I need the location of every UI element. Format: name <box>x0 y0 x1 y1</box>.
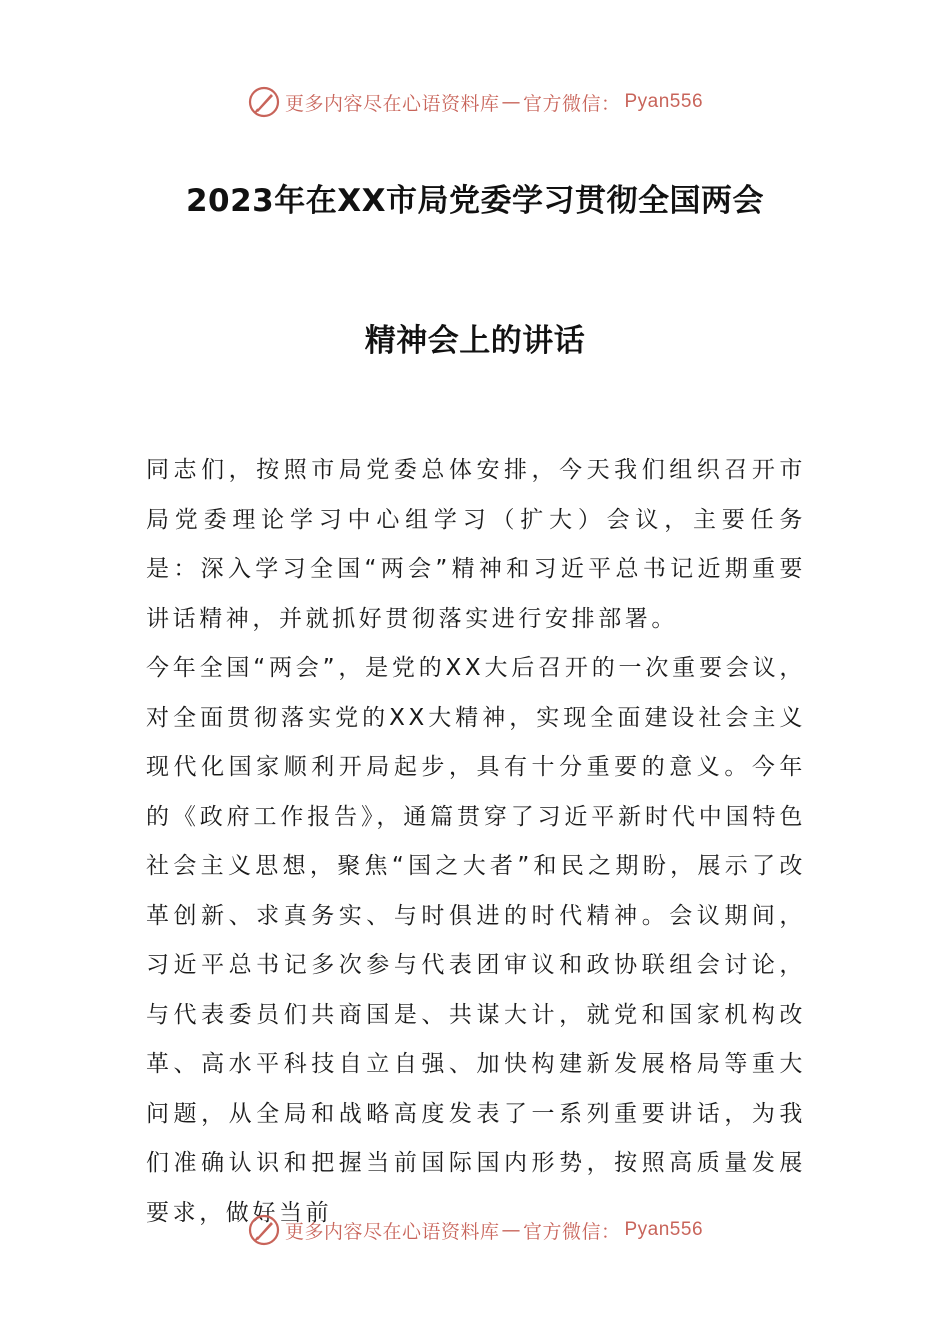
document-title-line-1: 2023年在XX市局党委学习贯彻全国两会 <box>185 183 765 219</box>
footer-watermark <box>0 1210 950 1250</box>
quill-logo-icon <box>247 1213 281 1247</box>
document-title-line-2: 精神会上的讲话 <box>364 323 586 359</box>
watermark-main-text: 更多内容尽在心语资料库 <box>284 1220 500 1243</box>
watermark-dash: — <box>501 91 521 113</box>
watermark-wechat-id: Pyan556 <box>624 1219 704 1240</box>
watermark-main-text: 更多内容尽在心语资料库 <box>284 92 500 115</box>
paragraph: 今年全国“两会”，是党的XX大后召开的一次重要会议，对全面贯彻落实党的XX大精神，实现全面建设社会主义现代化国家顺利开局起步，具有十分重要的意义。今年的《政府工作报告》，通篇贯穿了习近平新时代中国特色社会主义思想，聚焦“国之大者”和民之期盼，展示了改革创新、求真务实、与时俱进的时代精神。会议期间，习近平总书记多次参与代表团审议和政协联组会讨论，与代表委员们共商国是、共谋大计，就党和国家机构改革、高水平科技自立自强、加快构建新发展格局等重大问题，从全局和战略高度发表了一系列重要讲话，为我们准确认识和把握当前国际国内形势，按照高质量发展要求，做好当前 <box>146 655 806 1226</box>
watermark-sub-text: 官方微信： <box>522 1220 621 1243</box>
paragraph: 同志们，按照市局党委总体安排，今天我们组织召开市局党委理论学习中心组学习（扩大）会议，主要任务是：深入学习全国“两会”精神和习近平总书记近期重要讲话精神，并就抓好贯彻落实进行安排部署。 <box>146 457 806 632</box>
quill-logo-icon <box>247 85 281 119</box>
document-body <box>146 446 806 1238</box>
header-watermark <box>0 82 950 122</box>
watermark-wechat-id: Pyan556 <box>624 91 704 112</box>
watermark-dash: — <box>501 1219 521 1241</box>
watermark-sub-text: 官方微信： <box>522 92 621 115</box>
